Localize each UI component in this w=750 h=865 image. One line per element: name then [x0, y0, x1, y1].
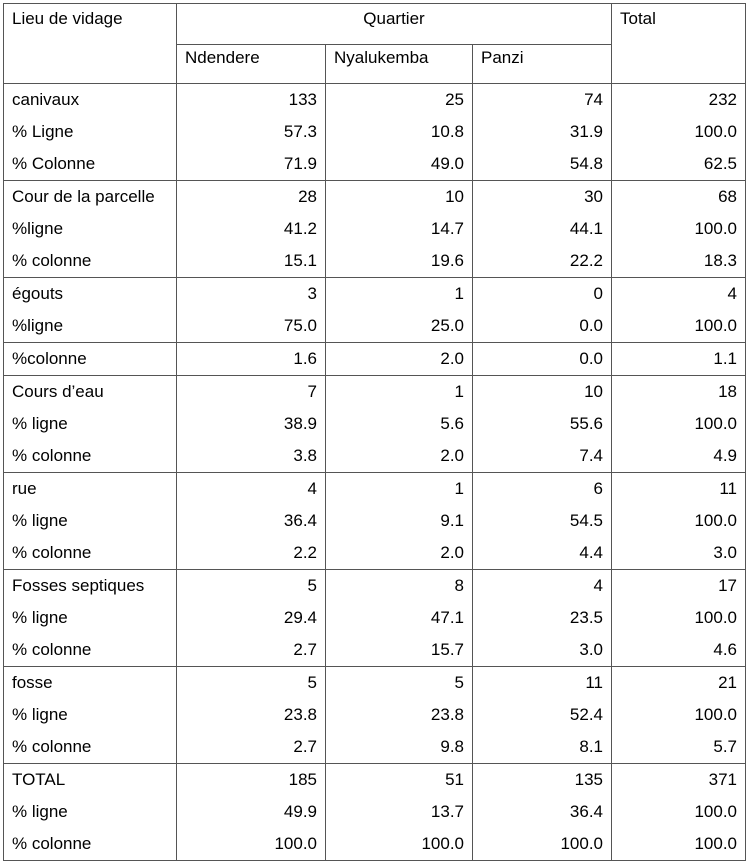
- table-row: [4, 667, 746, 700]
- cell-value: 7: [177, 376, 326, 409]
- header-nyalukemba: Nyalukemba: [326, 45, 473, 84]
- row-label: TOTAL: [4, 764, 177, 797]
- header-total: Total: [612, 4, 746, 84]
- table-row: [4, 634, 746, 667]
- cell-value: 38.9: [177, 408, 326, 440]
- row-label: % ligne: [4, 699, 177, 731]
- cross-table: [3, 3, 746, 861]
- cell-value: 100.0: [177, 828, 326, 861]
- cell-value: 49.9: [177, 796, 326, 828]
- row-label: Cour de la parcelle: [4, 181, 177, 214]
- cell-value: 2.0: [326, 440, 473, 473]
- cell-value: 0: [473, 278, 612, 311]
- table-row: [4, 84, 746, 117]
- cell-value: 5.6: [326, 408, 473, 440]
- cell-value: 100.0: [612, 116, 746, 148]
- cell-value: 4: [177, 473, 326, 506]
- cell-value: 19.6: [326, 245, 473, 278]
- cell-value: 36.4: [473, 796, 612, 828]
- cell-value: 0.0: [473, 343, 612, 376]
- table-row: [4, 278, 746, 311]
- row-label: % Colonne: [4, 148, 177, 181]
- cell-value: 2.2: [177, 537, 326, 570]
- table-row: [4, 537, 746, 570]
- cell-value: 68: [612, 181, 746, 214]
- table-row: [4, 796, 746, 828]
- table-row: [4, 699, 746, 731]
- table-row: [4, 731, 746, 764]
- cell-value: 10.8: [326, 116, 473, 148]
- cell-value: 3.0: [473, 634, 612, 667]
- table-row: [4, 408, 746, 440]
- cell-value: 9.8: [326, 731, 473, 764]
- cell-value: 14.7: [326, 213, 473, 245]
- cell-value: 47.1: [326, 602, 473, 634]
- cell-value: 10: [326, 181, 473, 214]
- cell-value: 4: [612, 278, 746, 311]
- cell-value: 75.0: [177, 310, 326, 343]
- cell-value: 4.6: [612, 634, 746, 667]
- row-label: % colonne: [4, 634, 177, 667]
- cell-value: 2.7: [177, 634, 326, 667]
- cell-value: 1: [326, 278, 473, 311]
- cell-value: 11: [612, 473, 746, 506]
- table-row: [4, 570, 746, 603]
- cell-value: 232: [612, 84, 746, 117]
- table-row: [4, 473, 746, 506]
- table-row: [4, 213, 746, 245]
- cell-value: 4.9: [612, 440, 746, 473]
- cell-value: 15.7: [326, 634, 473, 667]
- cell-value: 18.3: [612, 245, 746, 278]
- cell-value: 100.0: [612, 408, 746, 440]
- table-row: [4, 602, 746, 634]
- table-row: [4, 376, 746, 409]
- cell-value: 54.8: [473, 148, 612, 181]
- cell-value: 100.0: [612, 796, 746, 828]
- cell-value: 8.1: [473, 731, 612, 764]
- cell-value: 62.5: [612, 148, 746, 181]
- cell-value: 28: [177, 181, 326, 214]
- header-quartier: Quartier: [177, 4, 612, 45]
- row-label: % colonne: [4, 828, 177, 861]
- cell-value: 10: [473, 376, 612, 409]
- cell-value: 11: [473, 667, 612, 700]
- cell-value: 100.0: [612, 828, 746, 861]
- cell-value: 100.0: [612, 602, 746, 634]
- cell-value: 4.4: [473, 537, 612, 570]
- cell-value: 41.2: [177, 213, 326, 245]
- row-label: % ligne: [4, 408, 177, 440]
- cell-value: 17: [612, 570, 746, 603]
- row-label: canivaux: [4, 84, 177, 117]
- cell-value: 0.0: [473, 310, 612, 343]
- cell-value: 25.0: [326, 310, 473, 343]
- cell-value: 100.0: [612, 699, 746, 731]
- cell-value: 1.6: [177, 343, 326, 376]
- cell-value: 55.6: [473, 408, 612, 440]
- cell-value: 3: [177, 278, 326, 311]
- row-label: % ligne: [4, 796, 177, 828]
- cell-value: 57.3: [177, 116, 326, 148]
- cell-value: 1.1: [612, 343, 746, 376]
- row-label: %ligne: [4, 213, 177, 245]
- row-label: rue: [4, 473, 177, 506]
- cell-value: 5: [326, 667, 473, 700]
- cell-value: 4: [473, 570, 612, 603]
- cell-value: 29.4: [177, 602, 326, 634]
- row-label: % ligne: [4, 505, 177, 537]
- cell-value: 100.0: [326, 828, 473, 861]
- cell-value: 44.1: [473, 213, 612, 245]
- cell-value: 1: [326, 376, 473, 409]
- row-label: %colonne: [4, 343, 177, 376]
- row-label: égouts: [4, 278, 177, 311]
- cell-value: 15.1: [177, 245, 326, 278]
- cross-table-wrapper: [3, 3, 746, 861]
- table-row: [4, 440, 746, 473]
- cell-value: 49.0: [326, 148, 473, 181]
- row-label: Fosses septiques: [4, 570, 177, 603]
- cell-value: 51: [326, 764, 473, 797]
- row-label: % colonne: [4, 245, 177, 278]
- cell-value: 74: [473, 84, 612, 117]
- header-lieu-de-vidage: Lieu de vidage: [4, 4, 177, 84]
- cell-value: 3.0: [612, 537, 746, 570]
- cell-value: 135: [473, 764, 612, 797]
- cell-value: 23.5: [473, 602, 612, 634]
- table-row: [4, 310, 746, 343]
- cell-value: 2.0: [326, 537, 473, 570]
- cell-value: 13.7: [326, 796, 473, 828]
- cell-value: 3.8: [177, 440, 326, 473]
- table-row: [4, 828, 746, 861]
- cell-value: 1: [326, 473, 473, 506]
- cell-value: 5: [177, 570, 326, 603]
- table-row: [4, 148, 746, 181]
- row-label: % colonne: [4, 731, 177, 764]
- cell-value: 23.8: [326, 699, 473, 731]
- cell-value: 6: [473, 473, 612, 506]
- table-row: [4, 764, 746, 797]
- cell-value: 2.7: [177, 731, 326, 764]
- row-label: % ligne: [4, 602, 177, 634]
- table-row: [4, 505, 746, 537]
- row-label: Cours d’eau: [4, 376, 177, 409]
- cell-value: 25: [326, 84, 473, 117]
- cell-value: 54.5: [473, 505, 612, 537]
- cell-value: 31.9: [473, 116, 612, 148]
- cell-value: 100.0: [473, 828, 612, 861]
- cell-value: 2.0: [326, 343, 473, 376]
- table-body: [4, 84, 746, 861]
- cell-value: 133: [177, 84, 326, 117]
- cell-value: 8: [326, 570, 473, 603]
- cell-value: 100.0: [612, 310, 746, 343]
- table-row: [4, 116, 746, 148]
- row-label: % colonne: [4, 440, 177, 473]
- cell-value: 23.8: [177, 699, 326, 731]
- cell-value: 185: [177, 764, 326, 797]
- row-label: % colonne: [4, 537, 177, 570]
- row-label: % Ligne: [4, 116, 177, 148]
- row-label: fosse: [4, 667, 177, 700]
- cell-value: 371: [612, 764, 746, 797]
- cell-value: 36.4: [177, 505, 326, 537]
- cell-value: 18: [612, 376, 746, 409]
- table-row: [4, 181, 746, 214]
- cell-value: 5.7: [612, 731, 746, 764]
- cell-value: 7.4: [473, 440, 612, 473]
- cell-value: 30: [473, 181, 612, 214]
- header-panzi: Panzi: [473, 45, 612, 84]
- table-row: [4, 343, 746, 376]
- cell-value: 21: [612, 667, 746, 700]
- cell-value: 71.9: [177, 148, 326, 181]
- table-row: [4, 245, 746, 278]
- cell-value: 100.0: [612, 505, 746, 537]
- cell-value: 52.4: [473, 699, 612, 731]
- cell-value: 100.0: [612, 213, 746, 245]
- row-label: %ligne: [4, 310, 177, 343]
- header-ndendere: Ndendere: [177, 45, 326, 84]
- cell-value: 22.2: [473, 245, 612, 278]
- cell-value: 5: [177, 667, 326, 700]
- cell-value: 9.1: [326, 505, 473, 537]
